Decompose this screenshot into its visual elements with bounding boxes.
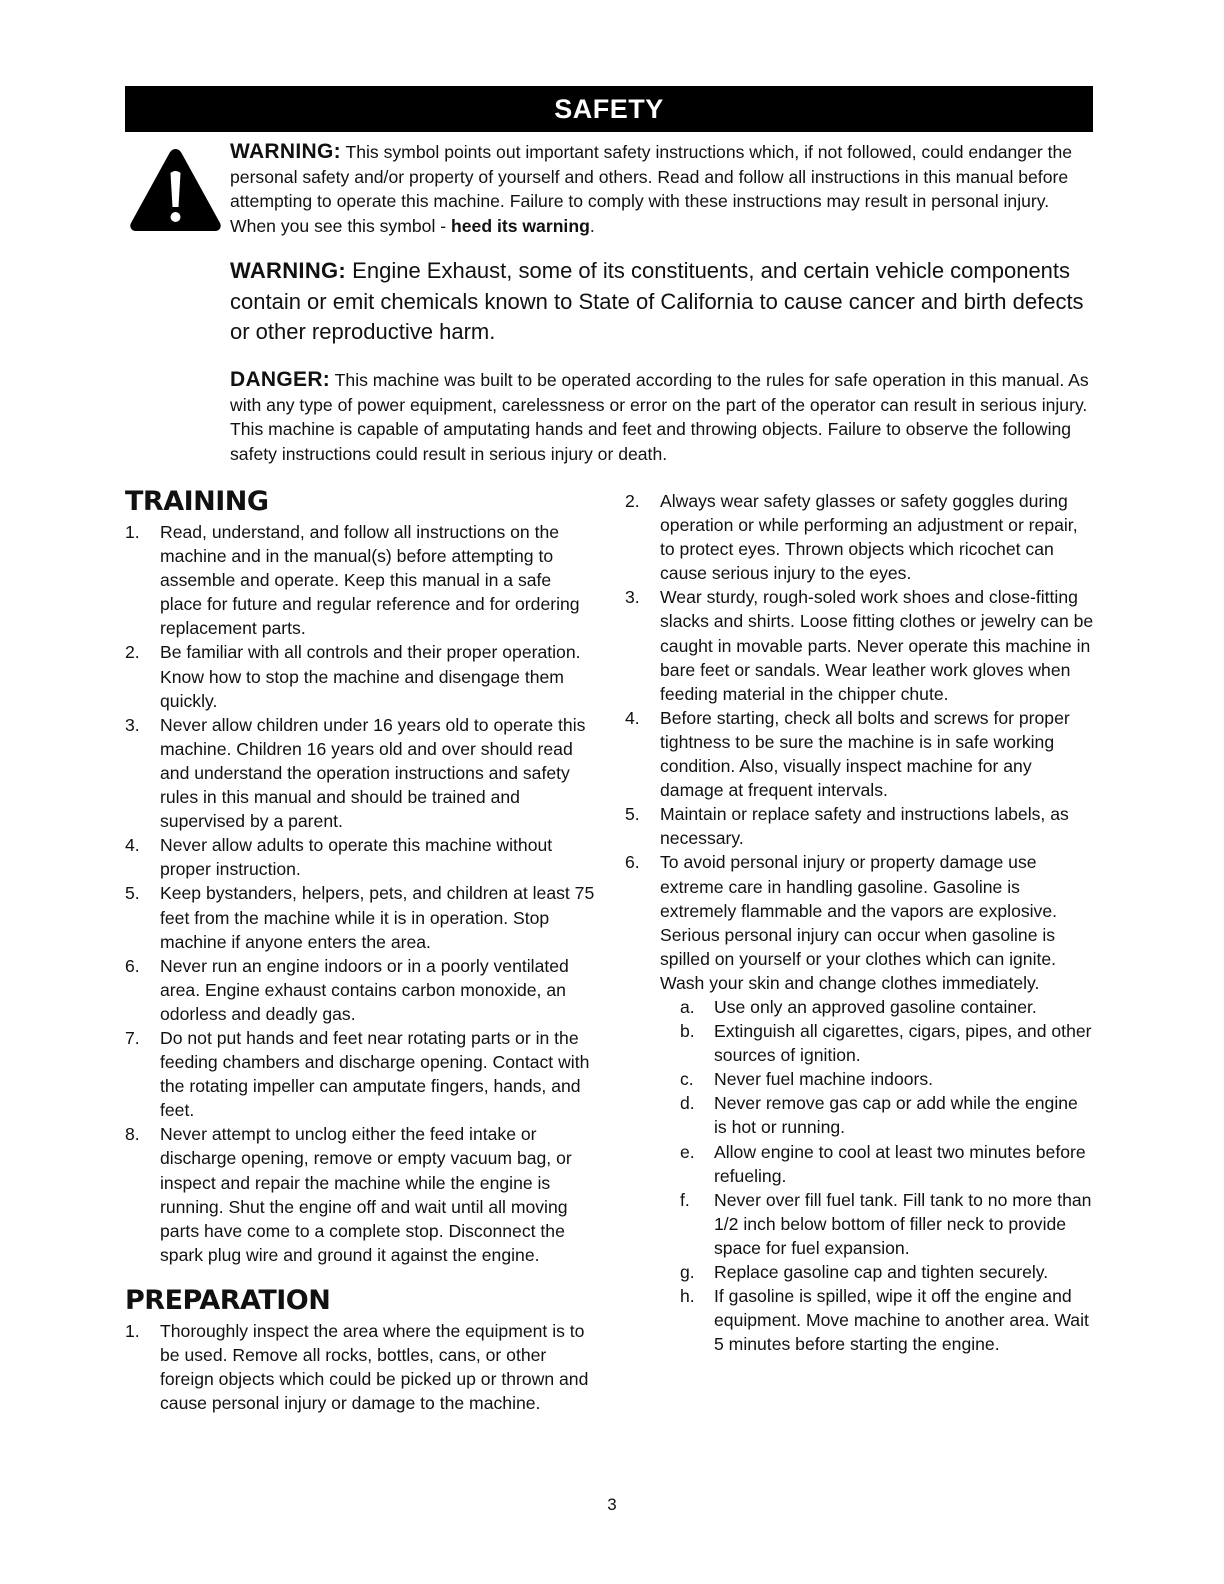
list-item — [625, 850, 1095, 995]
item-text: Always wear safety glasses or safety goggles during operation or while performing an adjustment or repair, to protect eyes. Thrown objects which ricochet can cause serious injury to the eyes. — [660, 491, 1078, 584]
item-number: f. — [680, 1189, 690, 1210]
item-text: Never fuel machine indoors. — [714, 1069, 934, 1090]
item-number: a. — [680, 996, 695, 1017]
list-item — [625, 585, 1095, 705]
item-number: 5. — [625, 804, 640, 825]
training-list — [125, 520, 595, 1267]
item-text: Thoroughly inspect the area where the equipment is to be used. Remove all rocks, bottles, cans, or other foreign objects which could be picked up or thrown and cause personal injury or damage to the machine. — [160, 1320, 589, 1414]
training-heading: TRAINING — [125, 486, 269, 517]
item-number: 2. — [125, 642, 140, 663]
warning-tail: . — [589, 215, 595, 236]
list-item — [125, 1122, 595, 1267]
item-text: Never remove gas cap or add while the engine is hot or running. — [714, 1093, 1078, 1138]
item-text: Maintain or replace safety and instructions labels, as necessary. — [660, 804, 1069, 849]
preparation-list — [125, 1319, 595, 1415]
list-item — [125, 881, 595, 953]
warning-symbol-paragraph — [230, 140, 1090, 238]
gasoline-sublist — [625, 995, 1095, 1356]
sub-list-item — [680, 1091, 1095, 1139]
item-number: 6. — [625, 852, 640, 873]
item-number: 5. — [125, 883, 140, 904]
item-number: c. — [680, 1069, 694, 1090]
warning-label: WARNING: — [230, 140, 341, 163]
item-number: 4. — [125, 835, 140, 856]
heed-warning-emphasis: heed its warning — [451, 215, 590, 236]
page-number: 3 — [607, 1495, 617, 1514]
item-text: Use only an approved gasoline container. — [714, 996, 1037, 1017]
item-text: Replace gasoline cap and tighten securely. — [714, 1262, 1049, 1282]
sub-list-item — [680, 1284, 1095, 1356]
item-text: Never over fill fuel tank. Fill tank to no more than 1/2 inch below bottom of filler neck to provide space for fuel expansion. — [714, 1189, 1092, 1258]
item-number: 4. — [625, 707, 640, 728]
right-column — [625, 489, 1095, 1356]
item-text: Wear sturdy, rough-soled work shoes and close-fitting slacks and shirts. Loose fitting clothes or jewelry can be caught in movable parts. Never operate this machine in bare feet or sandals. Wear leather work gloves when feeding material in the chipper chute. — [660, 587, 1094, 704]
item-text: Extinguish all cigarettes, cigars, pipes, and other sources of ignition. — [714, 1021, 1092, 1066]
item-text: Keep bystanders, helpers, pets, and children at least 75 feet from the machine while it is in operation. Stop machine if anyone enters the area. — [160, 883, 595, 952]
item-number: 3. — [125, 714, 140, 735]
list-item — [125, 520, 595, 640]
warning-triangle-icon — [128, 147, 223, 232]
item-text: Never allow adults to operate this machine without proper instruction. — [160, 835, 553, 880]
item-number: 7. — [125, 1027, 140, 1048]
list-item — [125, 1026, 595, 1122]
item-text: Never attempt to unclog either the feed intake or discharge opening, remove or empty vacuum bag, or inspect and repair the machine while the engine is running. Shut the engine off and wait until all moving parts have come to a complete stop. Disconnect the spark plug wire and ground it against the engine. — [160, 1124, 572, 1265]
item-number: 1. — [125, 1320, 140, 1341]
item-text: Be familiar with all controls and their proper operation. Know how to stop the machine and disengage them quickly. — [160, 642, 581, 711]
sub-list-item — [680, 995, 1095, 1019]
list-item — [125, 713, 595, 833]
sub-list-item — [680, 1067, 1095, 1091]
warning-text: This symbol points out important safety instructions which, if not followed, could endanger the personal safety and/or property of yourself and others. Read and follow all instructions in this manual before attempting to operate this machine. Failure to comply with these instructions may result in personal injury. When you see this symbol - — [230, 142, 1073, 236]
item-number: 2. — [625, 491, 640, 511]
item-text: Before starting, check all bolts and screws for proper tightness to be sure the machine is in safe working condition. Also, visually inspect machine for any damage at frequent intervals. — [660, 707, 1070, 801]
list-item — [125, 640, 595, 712]
california-warning-paragraph — [230, 256, 1090, 348]
item-text: To avoid personal injury or property damage use extreme care in handling gasoline. Gasoline is extremely flammable and the vapors are explosive. Serious personal injury can occur when gasoline is spilled on yourself or your clothes which can ignite. Wash your skin and change clothes immediately. — [660, 852, 1058, 993]
safety-banner: SAFETY — [125, 86, 1093, 132]
item-text: Read, understand, and follow all instructions on the machine and in the manual(s) before attempting to assemble and operate. Keep this manual in a safe place for future and regular reference and for ordering replacement parts. — [160, 522, 580, 639]
list-item — [125, 833, 595, 881]
list-item — [125, 1319, 595, 1415]
sub-list-item — [680, 1140, 1095, 1188]
item-number: 8. — [125, 1124, 140, 1145]
item-text: Never run an engine indoors or in a poorly ventilated area. Engine exhaust contains carbon monoxide, an odorless and deadly gas. — [160, 955, 569, 1024]
list-item — [625, 802, 1095, 850]
list-item — [125, 954, 595, 1026]
item-number: 3. — [625, 587, 640, 608]
item-number: h. — [680, 1286, 695, 1307]
item-number: 1. — [125, 522, 140, 542]
item-text: If gasoline is spilled, wipe it off the engine and equipment. Move machine to another area. Wait 5 minutes before starting the engine. — [714, 1286, 1089, 1355]
danger-paragraph — [230, 368, 1090, 466]
item-number: b. — [680, 1021, 695, 1042]
item-text: Never allow children under 16 years old to operate this machine. Children 16 years old and over should read and understand the operation instructions and safety rules in this manual and should be trained and supervised by a parent. — [160, 714, 586, 832]
left-column — [125, 484, 595, 1415]
preparation-heading: PREPARATION — [125, 1284, 331, 1316]
item-text: Allow engine to cool at least two minutes before refueling. — [714, 1141, 1086, 1186]
sub-list-item — [680, 1188, 1095, 1260]
item-number: g. — [680, 1262, 695, 1282]
warning-text: Engine Exhaust, some of its constituents, and certain vehicle components contain or emit chemicals known to State of California to cause cancer and birth defects or other reproductive harm. — [230, 258, 1084, 344]
list-item — [625, 489, 1095, 585]
preparation-list-continued — [625, 489, 1095, 995]
list-item — [625, 706, 1095, 802]
item-number: e. — [680, 1141, 695, 1162]
danger-text: This machine was built to be operated according to the rules for safe operation in this manual. As with any type of power equipment, carelessness or error on the part of the operator can result in serious injury. This machine is capable of amputating hands and feet and throwing objects. Failure to observe the following safety instructions could result in serious injury or death. — [230, 370, 1089, 464]
item-number: d. — [680, 1093, 695, 1114]
sub-list-item — [680, 1019, 1095, 1067]
sub-list-item — [680, 1260, 1095, 1284]
warning-label: WARNING: — [230, 258, 347, 283]
danger-label: DANGER: — [230, 368, 331, 391]
item-number: 6. — [125, 955, 140, 976]
item-text: Do not put hands and feet near rotating parts or in the feeding chambers and discharge opening. Contact with the rotating impeller can amputate fingers, hands, and feet. — [160, 1027, 590, 1121]
